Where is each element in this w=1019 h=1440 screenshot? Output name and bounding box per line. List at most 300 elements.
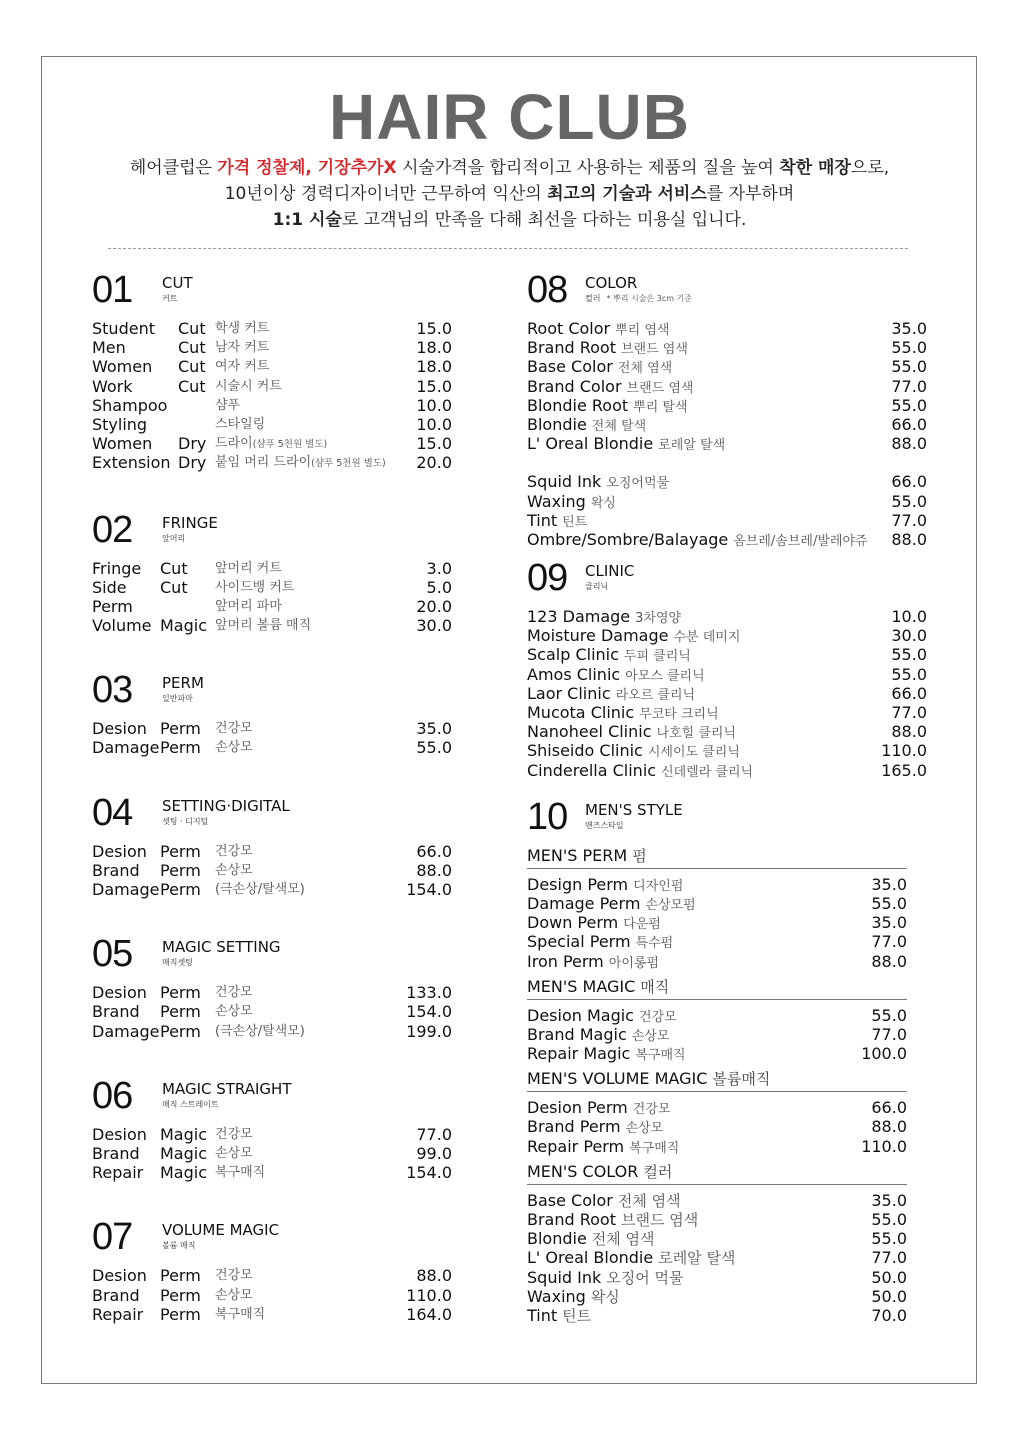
service-name: Iron Perm bbox=[527, 951, 604, 971]
service-name: Waxing bbox=[527, 1286, 586, 1306]
service-type: Cut bbox=[178, 319, 206, 338]
section-mens-style bbox=[527, 795, 927, 1331]
service-type: Cut bbox=[178, 357, 206, 377]
service-note: (샴푸 5천원 별도) bbox=[252, 439, 328, 451]
section-subtitle: 앞머리 bbox=[162, 533, 186, 543]
price: 15.0 bbox=[416, 434, 452, 454]
price-row bbox=[527, 338, 927, 357]
service-name: Brand Perm bbox=[527, 1117, 621, 1137]
service-type: Magic bbox=[160, 1124, 208, 1144]
service-korean bbox=[215, 357, 269, 376]
price-row bbox=[92, 1305, 454, 1324]
intro-text: 로 고객님의 만족을 다해 최선을 다하는 미용실 입니다. bbox=[341, 210, 747, 230]
service-korean: 다운펌 bbox=[623, 917, 661, 933]
price: 50.0 bbox=[871, 1267, 907, 1287]
price: 77.0 bbox=[871, 1248, 907, 1268]
service-korean-text: 건강모 bbox=[215, 1126, 253, 1142]
service-name: Desion bbox=[92, 841, 147, 861]
service-korean-text: 손상모 bbox=[215, 740, 253, 756]
service-name: Squid Ink bbox=[527, 472, 602, 492]
section-number: 01 bbox=[92, 269, 133, 311]
service-korean bbox=[215, 880, 305, 899]
price: 10.0 bbox=[416, 414, 452, 434]
service bbox=[527, 1306, 591, 1326]
price-row bbox=[527, 913, 907, 932]
price-row bbox=[527, 665, 927, 684]
right-column bbox=[527, 269, 927, 1331]
price-row bbox=[527, 952, 907, 971]
service bbox=[527, 607, 681, 628]
service-korean: 오징어 먹물 bbox=[606, 1268, 684, 1287]
price-row bbox=[527, 1044, 907, 1063]
service-korean-text: 건강모 bbox=[215, 843, 253, 859]
service bbox=[527, 932, 673, 953]
service bbox=[527, 722, 736, 743]
service-korean bbox=[215, 319, 269, 338]
price: 66.0 bbox=[891, 683, 927, 703]
service-name: 123 Damage bbox=[527, 607, 631, 627]
service-korean bbox=[215, 396, 240, 415]
price: 100.0 bbox=[861, 1044, 907, 1064]
price-row bbox=[527, 377, 927, 396]
price-row bbox=[92, 719, 454, 738]
service-name: Blondie Root bbox=[527, 395, 629, 415]
price-row bbox=[92, 319, 454, 338]
price: 5.0 bbox=[426, 577, 452, 597]
service-korean bbox=[215, 1022, 305, 1041]
price: 30.0 bbox=[416, 616, 452, 636]
service-korean-text: (극손상/탈색모) bbox=[215, 882, 305, 897]
section-number: 04 bbox=[92, 791, 133, 834]
service bbox=[527, 1210, 698, 1230]
service-korean bbox=[215, 1305, 265, 1324]
service-name: Desion bbox=[92, 1124, 147, 1144]
service-name: Mucota Clinic bbox=[527, 703, 635, 722]
section-number: 07 bbox=[92, 1216, 133, 1259]
group-title: MEN'S VOLUME MAGIC bbox=[527, 1069, 708, 1089]
service bbox=[527, 913, 661, 934]
mens-group bbox=[527, 977, 907, 1070]
group-title-korean: 컬러 bbox=[643, 1162, 673, 1181]
section-volume-magic bbox=[92, 1216, 454, 1324]
price: 77.0 bbox=[871, 1024, 907, 1044]
service-korean bbox=[215, 842, 253, 861]
price-list bbox=[92, 842, 454, 900]
section-header bbox=[92, 933, 454, 983]
price: 66.0 bbox=[416, 841, 452, 861]
price: 10.0 bbox=[891, 607, 927, 627]
service bbox=[527, 703, 719, 724]
service-name: Shampoo bbox=[92, 395, 168, 415]
service-name: Root Color bbox=[527, 319, 611, 338]
service bbox=[527, 357, 672, 378]
price: 55.0 bbox=[891, 357, 927, 377]
price: 20.0 bbox=[416, 596, 452, 616]
mens-groups bbox=[527, 846, 907, 1331]
section-perm bbox=[92, 669, 454, 758]
service-korean bbox=[215, 1163, 265, 1182]
section-subtitle: 일반파마 bbox=[162, 694, 193, 704]
service-korean: 손상모펌 bbox=[645, 897, 696, 913]
service-name: Women bbox=[92, 434, 153, 454]
service bbox=[527, 434, 725, 455]
price-row bbox=[92, 559, 454, 578]
service-name: Scalp Clinic bbox=[527, 645, 619, 665]
price-row bbox=[527, 319, 927, 338]
service-korean bbox=[215, 453, 386, 473]
service bbox=[527, 1117, 663, 1138]
service-korean bbox=[215, 861, 253, 880]
service-korean: 로레알 탈색 bbox=[658, 1249, 736, 1268]
service-korean-text: 손상모 bbox=[215, 862, 253, 878]
service bbox=[527, 761, 753, 782]
section-title: FRINGE bbox=[162, 513, 218, 532]
service-type: Perm bbox=[160, 860, 201, 880]
service-korean-text: 여자 커트 bbox=[215, 359, 270, 375]
service bbox=[527, 338, 688, 359]
price-list bbox=[92, 1125, 454, 1183]
group-title-korean: 볼륨매직 bbox=[712, 1070, 771, 1089]
service-type: Perm bbox=[160, 841, 201, 861]
service bbox=[527, 1229, 655, 1249]
price: 30.0 bbox=[891, 626, 927, 646]
price-row bbox=[92, 842, 454, 861]
service-korean-text: 복구매직 bbox=[215, 1165, 266, 1181]
price-list bbox=[527, 472, 927, 549]
service-name: Repair Perm bbox=[527, 1136, 625, 1156]
price-list bbox=[92, 983, 454, 1041]
intro-text: 를 자부하며 bbox=[706, 184, 795, 204]
price-row bbox=[92, 415, 454, 434]
service-name: Shiseido Clinic bbox=[527, 741, 643, 761]
price-list bbox=[92, 719, 454, 757]
service-korean-text: 건강모 bbox=[215, 1268, 253, 1284]
price: 164.0 bbox=[406, 1304, 452, 1324]
service-korean bbox=[215, 377, 282, 396]
price-row bbox=[527, 511, 927, 530]
service-korean bbox=[215, 1266, 253, 1285]
service-type: Cut bbox=[178, 338, 206, 358]
intro-highlight: 가격 정찰제, 기장추가X bbox=[217, 158, 397, 178]
group-title: MEN'S PERM bbox=[527, 845, 628, 865]
service-korean-text: 시술시 커트 bbox=[215, 378, 282, 394]
service-name: Brand Root bbox=[527, 1210, 616, 1229]
section-number: 08 bbox=[527, 269, 568, 311]
service-name: Base Color bbox=[527, 357, 613, 377]
service-korean-text: (극손상/탈색모) bbox=[215, 1023, 305, 1039]
service-type: Perm bbox=[160, 880, 201, 899]
price-row bbox=[527, 645, 927, 664]
price: 77.0 bbox=[416, 1124, 452, 1144]
service-korean-text: 남자 커트 bbox=[215, 340, 270, 356]
service-type: Magic bbox=[160, 1163, 208, 1183]
price-row bbox=[527, 607, 927, 626]
price-row bbox=[92, 738, 454, 757]
service bbox=[527, 1137, 679, 1158]
service-name: Damage bbox=[92, 1021, 160, 1041]
service bbox=[527, 377, 693, 398]
service-name: Ombre/Sombre/Balayage bbox=[527, 529, 729, 549]
price-row bbox=[92, 396, 454, 415]
price-row bbox=[527, 1098, 907, 1117]
price-row bbox=[92, 983, 454, 1002]
price: 55.0 bbox=[891, 645, 927, 665]
group-header bbox=[527, 1069, 907, 1092]
price-row bbox=[527, 530, 927, 549]
price: 88.0 bbox=[416, 860, 452, 880]
section-fringe bbox=[92, 508, 454, 636]
service bbox=[527, 415, 646, 436]
service-korean bbox=[215, 719, 253, 738]
section-subtitle: 볼륨 매직 bbox=[162, 1241, 196, 1251]
service-korean: 무코타 크리닉 bbox=[639, 707, 719, 722]
service-korean: 손상모 bbox=[631, 1028, 670, 1044]
service-type: Dry bbox=[178, 434, 207, 454]
service-korean bbox=[215, 1002, 253, 1021]
service-name: L' Oreal Blondie bbox=[527, 1248, 654, 1268]
section-number: 10 bbox=[527, 795, 568, 838]
price-row bbox=[92, 1163, 454, 1182]
section-number: 02 bbox=[92, 508, 133, 551]
price-row bbox=[527, 415, 927, 434]
intro-bold: 최고의 기술과 서비스 bbox=[547, 184, 707, 204]
service-korean: 건강모 bbox=[638, 1009, 677, 1025]
section-setting-digital bbox=[92, 791, 454, 900]
price: 20.0 bbox=[416, 453, 452, 473]
service-name: Blondie bbox=[527, 1229, 587, 1249]
section-header bbox=[92, 791, 454, 842]
price: 133.0 bbox=[406, 983, 452, 1003]
price: 35.0 bbox=[416, 719, 452, 739]
service-korean: 틴트 bbox=[562, 1306, 592, 1325]
price: 77.0 bbox=[891, 376, 927, 396]
service-type: Perm bbox=[160, 738, 201, 758]
service-korean: 복구매직 bbox=[635, 1048, 686, 1064]
service bbox=[527, 1006, 677, 1027]
service-name: Blondie bbox=[527, 414, 587, 434]
service-name: Down Perm bbox=[527, 913, 619, 933]
group-title-korean: 매직 bbox=[640, 977, 670, 996]
service bbox=[527, 875, 683, 896]
section-subtitle: 셋팅 · 디지털 bbox=[162, 816, 209, 826]
price-row bbox=[527, 1248, 907, 1267]
service-korean: 3차영양 bbox=[635, 611, 682, 627]
service-type: Perm bbox=[160, 1021, 201, 1041]
service bbox=[527, 1191, 681, 1211]
service-korean bbox=[215, 415, 265, 434]
price: 66.0 bbox=[891, 472, 927, 492]
section-header bbox=[92, 269, 454, 319]
price: 77.0 bbox=[891, 510, 927, 530]
price: 110.0 bbox=[861, 1136, 907, 1156]
price-row bbox=[92, 453, 454, 472]
service-name: Women bbox=[92, 357, 153, 377]
service-korean: 손상모 bbox=[625, 1121, 664, 1137]
price-row bbox=[527, 1210, 907, 1229]
price-row bbox=[92, 616, 454, 635]
section-number: 05 bbox=[92, 933, 133, 976]
price: 77.0 bbox=[891, 703, 927, 722]
price: 55.0 bbox=[871, 893, 907, 913]
price-row bbox=[527, 1306, 907, 1325]
service-korean: 뿌리 탈색 bbox=[633, 399, 688, 415]
section-header bbox=[527, 269, 927, 319]
service-name: Brand Magic bbox=[527, 1024, 627, 1044]
service-name: Laor Clinic bbox=[527, 683, 611, 703]
price-row bbox=[527, 703, 927, 722]
section-title: VOLUME MAGIC bbox=[162, 1221, 280, 1240]
price: 10.0 bbox=[416, 395, 452, 415]
price-row bbox=[527, 932, 907, 951]
service-name: Desion bbox=[92, 1266, 147, 1286]
price-list bbox=[92, 559, 454, 636]
service-name: Damage bbox=[92, 738, 160, 758]
price-row bbox=[92, 597, 454, 616]
price: 154.0 bbox=[406, 1002, 452, 1022]
service bbox=[527, 472, 669, 493]
price-row bbox=[527, 626, 927, 645]
service-korean: 왁싱 bbox=[590, 495, 616, 511]
service bbox=[527, 894, 696, 915]
service-name: Repair Magic bbox=[527, 1044, 631, 1064]
service-korean-text: 붙임 머리 드라이 bbox=[215, 455, 312, 471]
section-cut bbox=[92, 269, 454, 473]
price: 66.0 bbox=[871, 1098, 907, 1118]
service bbox=[527, 684, 695, 705]
service-name: Brand Root bbox=[527, 338, 616, 358]
price: 55.0 bbox=[416, 738, 452, 758]
price-row bbox=[92, 357, 454, 376]
price-row bbox=[527, 434, 927, 453]
service-name: Desion Perm bbox=[527, 1098, 628, 1118]
service-name: Fringe bbox=[92, 558, 142, 578]
service-korean: 전체 염색 bbox=[617, 361, 673, 377]
service-name: Cinderella Clinic bbox=[527, 760, 657, 780]
price: 50.0 bbox=[871, 1286, 907, 1306]
price-row bbox=[527, 684, 927, 703]
service bbox=[527, 1248, 735, 1268]
service-korean-text: 앞머리 파마 bbox=[215, 598, 282, 614]
group-title-korean: 펌 bbox=[632, 846, 647, 865]
service-name: Perm bbox=[92, 596, 133, 616]
service-type: Cut bbox=[160, 558, 188, 578]
price: 154.0 bbox=[406, 880, 452, 899]
price-row bbox=[92, 338, 454, 357]
price: 165.0 bbox=[881, 760, 927, 780]
service-korean: 수분 데미지 bbox=[673, 630, 741, 646]
price: 99.0 bbox=[416, 1143, 452, 1163]
service-korean bbox=[215, 559, 282, 578]
service-type: Perm bbox=[160, 1285, 201, 1305]
price-row bbox=[527, 741, 927, 760]
service-korean bbox=[215, 1125, 253, 1144]
section-number: 09 bbox=[527, 557, 568, 600]
service-name: Moisture Damage bbox=[527, 626, 669, 646]
price-row bbox=[527, 722, 927, 741]
price-row bbox=[527, 1006, 907, 1025]
service-type: Dry bbox=[178, 453, 207, 473]
service-type: Perm bbox=[160, 719, 201, 739]
price: 110.0 bbox=[881, 741, 927, 761]
page-title: HAIR CLUB bbox=[329, 81, 690, 153]
price-list bbox=[527, 319, 927, 453]
price-row bbox=[527, 1025, 907, 1044]
service-type: Perm bbox=[160, 1266, 201, 1286]
service-korean-text: 사이드뱅 커트 bbox=[215, 579, 295, 595]
service bbox=[527, 319, 669, 340]
service-type: Perm bbox=[160, 1304, 201, 1324]
service-korean-text: 건강모 bbox=[215, 985, 253, 1001]
service-korean-text: 손상모 bbox=[215, 1004, 253, 1020]
service-korean-text: 건강모 bbox=[215, 721, 253, 737]
service bbox=[527, 645, 691, 666]
price-row bbox=[527, 761, 927, 780]
intro-line-1 bbox=[0, 155, 1019, 181]
service-name: Brand Color bbox=[527, 376, 622, 396]
service-name: Desion bbox=[92, 719, 147, 739]
service-korean bbox=[215, 434, 327, 454]
service-korean: 전체 염색 bbox=[617, 1191, 681, 1210]
service bbox=[527, 511, 587, 532]
price-row bbox=[527, 1137, 907, 1156]
service-korean: 디자인펌 bbox=[633, 878, 684, 894]
service bbox=[527, 741, 740, 762]
service bbox=[527, 626, 740, 647]
service-korean: 신데렐라 클리닉 bbox=[661, 764, 754, 780]
service bbox=[527, 952, 659, 973]
price: 55.0 bbox=[871, 1005, 907, 1025]
section-subtitle: 클리닉 bbox=[585, 582, 609, 592]
price-row bbox=[527, 1229, 907, 1248]
price: 15.0 bbox=[416, 319, 452, 338]
price-row bbox=[527, 875, 907, 894]
service bbox=[527, 1287, 620, 1307]
service-note: (샴푸 5천원 별도) bbox=[311, 458, 386, 470]
service-type: Perm bbox=[160, 983, 201, 1003]
price: 88.0 bbox=[871, 951, 907, 971]
price: 55.0 bbox=[871, 1210, 907, 1229]
service-name: Repair bbox=[92, 1163, 144, 1183]
price: 55.0 bbox=[891, 664, 927, 684]
price-row bbox=[527, 1191, 907, 1210]
group-title: MEN'S COLOR bbox=[527, 1161, 639, 1181]
service-name: Brand bbox=[92, 1002, 140, 1022]
price: 88.0 bbox=[891, 529, 927, 549]
service-name: Side bbox=[92, 577, 127, 597]
price: 88.0 bbox=[891, 434, 927, 454]
mens-group bbox=[527, 1069, 907, 1162]
service-name: Tint bbox=[527, 510, 558, 530]
group-title: MEN'S MAGIC bbox=[527, 976, 636, 996]
service bbox=[527, 665, 705, 686]
price: 88.0 bbox=[871, 1117, 907, 1137]
service-korean bbox=[215, 616, 311, 635]
price-list bbox=[527, 607, 927, 780]
section-number: 06 bbox=[92, 1074, 133, 1117]
service-name: Tint bbox=[527, 1305, 558, 1325]
service-name: Volume bbox=[92, 616, 152, 636]
section-title: CUT bbox=[162, 274, 193, 292]
service-korean: 브랜드 염색 bbox=[626, 380, 694, 396]
service bbox=[527, 492, 616, 513]
service-korean: 나호힐 클리닉 bbox=[656, 726, 736, 742]
service-name: Student bbox=[92, 319, 155, 338]
service-korean: 건강모 bbox=[632, 1102, 671, 1118]
service-korean: 시세이도 클리닉 bbox=[647, 745, 740, 761]
price-row bbox=[92, 434, 454, 453]
price-row bbox=[92, 1266, 454, 1285]
service-korean bbox=[215, 338, 269, 357]
